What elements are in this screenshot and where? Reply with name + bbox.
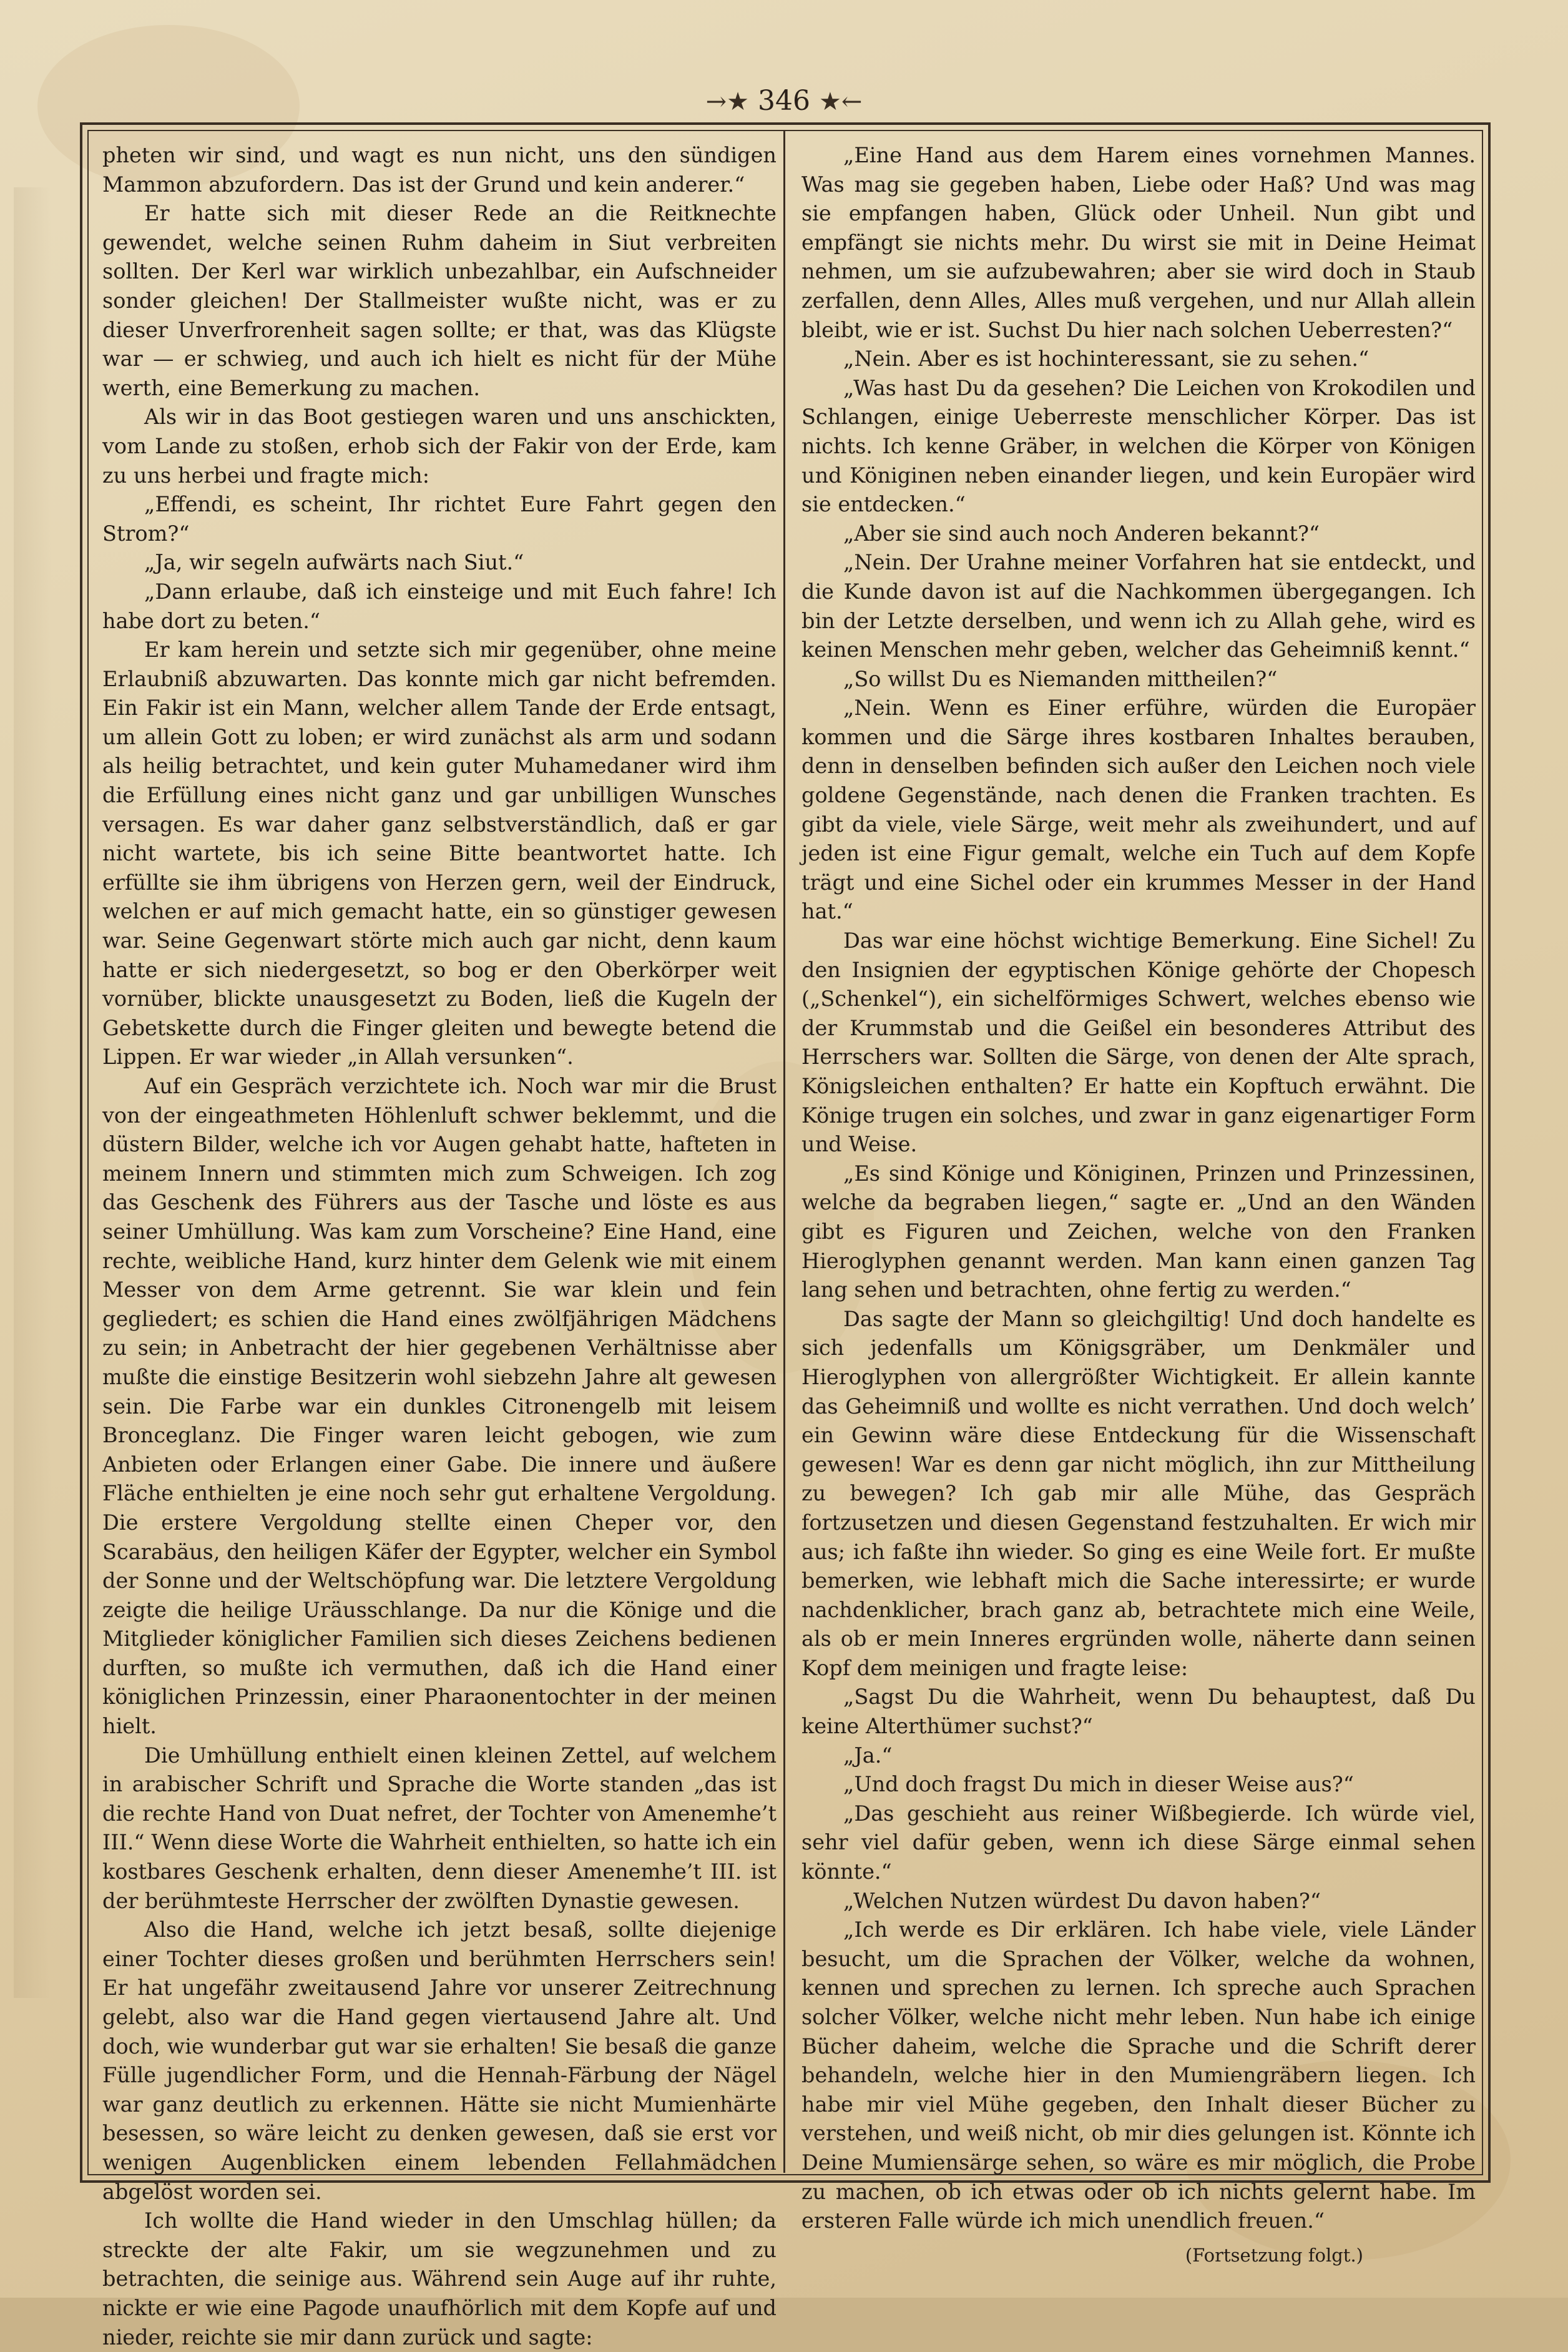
paragraph: „Nein. Aber es ist hochinteressant, sie zu sehen.“ <box>843 347 1370 371</box>
paragraph: „Effendi, es scheint, Ihr richtet Eure Fahrt gegen den Strom?“ <box>102 492 777 546</box>
paragraph: Er kam herein und setzte sich mir gegenüber, ohne meine Erlaubniß abzuwarten. Das konnte mich gar nicht befremden. Ein Fakir ist ein Mann, welcher allem Tande der Erde entsagt, um allein Gott zu loben; er wird zunächst als arm und sodann als heilig betrachtet, und kein guter Muhamedaner wird ihm die Erfüllung eines nicht ganz und gar unbilligen Wunsches versagen. Es war daher ganz selbstverständlich, daß er gar nicht wartete, bis ich seine Bitte beantwortet hatte. Ich erfüllte sie ihm übrigens von Herzen gern, weil der Eindruck, welchen er auf mich gemacht hatte, ein so günstiger gewesen war. Seine Gegenwart störte mich auch gar nicht, denn kaum hatte er sich niedergesetzt, so bog er den Oberkörper weit vornüber, blickte unausgesetzt zu Boden, ließ die Kugeln der Gebetskette durch die Finger gleiten und bewegte betend die Lippen. Er war wieder „in Allah versunken“. <box>102 637 777 1070</box>
paragraph: „Ja.“ <box>843 1743 893 1768</box>
paragraph: Als wir in das Boot gestiegen waren und uns anschickten, vom Lande zu stoßen, erhob sich der Fakir von der Erde, kam zu uns herbei und fragte mich: <box>102 405 777 488</box>
paragraph: Ich wollte die Hand wieder in den Umschlag hüllen; da streckte der alte Fakir, um sie wegzunehmen und zu betrachten, die seinige aus. Während sein Auge auf ihr ruhte, nickte er wie eine Pagode unaufhörlich mit dem Kopfe auf und nieder, reichte sie mir dann zurück und sagte: <box>102 2208 777 2350</box>
paragraph: Er hatte sich mit dieser Rede an die Reitknechte gewendet, welche seinen Ruhm daheim in Siut verbreiten sollten. Der Kerl war wirklich unbezahlbar, ein Aufschneider sonder gleichen! Der Stallmeister wußte nicht, was er zu dieser Unverfrorenheit sagen sollte; er that, was das Klügste war — er schwieg, und auch ich hielt es nicht für der Mühe werth, eine Bemerkung zu machen. <box>102 201 777 400</box>
paragraph: „So willst Du es Niemanden mittheilen?“ <box>843 666 1278 691</box>
continuation-note: (Fortsetzung folgt.) <box>1185 2244 1363 2266</box>
paragraph: Das war eine höchst wichtige Bemerkung. Eine Sichel! Zu den Insignien der egyptischen Könige gehörte der Chopesch („Schenkel“), ein sichelförmiges Schwert, welches ebenso wie der Krummstab und die Geißel ein besonderes Attribut des Herrschers war. Sollten die Särge, von denen der Alte sprach, Königsleichen enthalten? Er hatte ein Kopftuch erwähnt. Die Könige trugen ein solches, und zwar in ganz eigenartiger Form und Weise. <box>801 928 1476 1157</box>
paragraph: Das sagte der Mann so gleichgiltig! Und doch handelte es sich jedenfalls um Königsgräber, um Denkmäler und Hieroglyphen von allergrößter Wichtigkeit. Er allein kannte das Geheimniß und wollte es nicht verrathen. Und doch welch’ ein Gewinn wäre diese Entdeckung für die Wissenschaft gewesen! War es denn gar nicht möglich, ihn zur Mittheilung zu bewegen? Ich gab mir alle Mühe, das Gespräch fortzusetzen und diesen Gegenstand festzuhalten. Er wich mir aus; ich faßte ihn wieder. So ging es eine Weile fort. Er mußte bemerken, wie lebhaft mich die Sache interessirte; er wurde nachdenklicher, brach ganz ab, betrachtete mich eine Weile, als ob er mein Inneres ergründen wolle, näherte dann seinen Kopf dem meinigen und fragte leise: <box>801 1306 1476 1680</box>
paragraph: pheten wir sind, und wagt es nun nicht, uns den sündigen Mammon abzufordern. Das ist der Grund und kein anderer.“ <box>102 143 777 197</box>
paragraph: „Aber sie sind auch noch Anderen bekannt?“ <box>843 521 1320 546</box>
paragraph: „Sagst Du die Wahrheit, wenn Du behauptest, daß Du keine Alterthümer suchst?“ <box>801 1685 1476 1739</box>
paragraph: „Nein. Wenn es Einer erführe, würden die Europäer kommen und die Särge ihres kostbaren Inhaltes berauben, denn in denselben befinden sich außer den Leichen noch viele goldene Gegenstände, nach denen die Franken trachten. Es gibt da viele, viele Särge, weit mehr als zweihundert, und auf jeden ist eine Figur gemalt, welche ein Tuch auf dem Kopfe trägt und eine Sichel oder ein krummes Messer in der Hand hat.“ <box>801 696 1476 924</box>
left-column <box>102 141 777 2350</box>
paragraph: Also die Hand, welche ich jetzt besaß, sollte diejenige einer Tochter dieses großen und berühmten Herrschers sein! Er hat ungefähr zweitausend Jahre vor unserer Zeitrechnung gelebt, also war die Hand gegen viertausend Jahre alt. Und doch, wie wunderbar gut war sie erhalten! Sie besaß die ganze Fülle jugendlicher Form, und die Hennah-Färbung der Nägel war ganz deutlich zu erkennen. Hätte sie nicht Mumienhärte besessen, so wäre leicht zu denken gewesen, daß sie erst vor wenigen Augenblicken einem lebenden Fellahmädchen abgelöst worden sei. <box>102 1917 777 2204</box>
right-column <box>801 141 1476 2266</box>
paragraph: „Was hast Du da gesehen? Die Leichen von Krokodilen und Schlangen, einige Ueberreste menschlicher Körper. Das ist nichts. Ich kenne Gräber, in welchen die Körper von Königen und Königinen neben einander liegen, und kein Europäer wird sie entdecken.“ <box>801 375 1476 517</box>
paragraph: „Welchen Nutzen würdest Du davon haben?“ <box>843 1888 1321 1913</box>
paragraph: „Und doch fragst Du mich in dieser Weise aus?“ <box>843 1772 1354 1797</box>
paragraph: „Ja, wir segeln aufwärts nach Siut.“ <box>144 550 524 575</box>
paragraph: „Ich werde es Dir erklären. Ich habe viele, viele Länder besucht, um die Sprachen der Völker, welche da wohnen, kennen und sprechen zu lernen. Ich spreche auch Sprachen solcher Völker, welche nicht mehr leben. Nun habe ich einige Bücher daheim, welche die Sprache und die Schrift derer behandeln, welche hier in den Mumiengräbern liegen. Ich habe mir viel Mühe gegeben, den Inhalt dieser Bücher zu verstehen, und weiß nicht, ob mir dies gelungen ist. Könnte ich Deine Mumiensärge sehen, so wäre es mir möglich, die Probe zu machen, ob ich etwas oder ob ich nichts gelernt habe. Im ersteren Falle würde ich mich unendlich freuen.“ <box>801 1917 1476 2233</box>
paragraph: „Dann erlaube, daß ich einsteige und mit Euch fahre! Ich habe dort zu beten.“ <box>102 579 777 633</box>
paragraph: „Nein. Der Urahne meiner Vorfahren hat sie entdeckt, und die Kunde davon ist auf die Nachkommen übergegangen. Ich bin der Letzte derselben, und wenn ich zu Allah gehe, wird es keinen Menschen mehr geben, welcher das Geheimniß kennt.“ <box>801 550 1476 662</box>
paragraph: „Es sind Könige und Königinen, Prinzen und Prinzessinen, welche da begraben liegen,“ sagte er. „Und an den Wänden gibt es Figuren und Zeichen, welche von den Franken Hieroglyphen genannt werden. Man kann einen ganzen Tag lang sehen und betrachten, ohne fertig zu werden.“ <box>801 1161 1476 1302</box>
ornament-right-icon: ★← <box>818 87 863 116</box>
paragraph: Auf ein Gespräch verzichtete ich. Noch war mir die Brust von der eingeathmeten Höhlenluft schwer beklemmt, und die düstern Bilder, welche ich vor Augen gehabt hatte, hafteten in meinem Innern und stimmten mich zum Schweigen. Ich zog das Geschenk des Führers aus der Tasche und löste es aus seiner Umhüllung. Was kam zum Vorscheine? Eine Hand, eine rechte, weibliche Hand, kurz hinter dem Gelenk wie mit einem Messer von dem Arme getrennt. Sie war klein und fein gegliedert; es schien die Hand eines zwölfjährigen Mädchens zu sein; in Anbetracht der hier gegebenen Verhältnisse aber mußte die einstige Besitzerin wohl siebzehn Jahre alt gewesen sein. Die Farbe war ein dunkles Citronengelb mit leisem Bronceglanz. Die Finger waren leicht gebogen, wie zum Anbieten oder Erlangen einer Gabe. Die innere und äußere Fläche enthielten je eine noch sehr gut erhaltene Vergoldung. Die erstere Vergoldung stellte einen Cheper vor, den Scarabäus, den heiligen Käfer der Egypter, welcher ein Symbol der Sonne und der Weltschöpfung war. Die letztere Vergoldung zeigte die heilige Uräusschlange. Da nur die Könige und die Mitglieder königlicher Familien sich dieses Zeichens bedienen durften, so mußte ich vermuthen, daß ich die Hand einer königlichen Prinzessin, einer Pharaonentochter in der meinen hielt. <box>102 1074 777 1739</box>
margin-bleed <box>14 187 51 1998</box>
paragraph: „Das geschieht aus reiner Wißbegierde. Ich würde viel, sehr viel dafür geben, wenn ich diese Särge einmal sehen könnte.“ <box>801 1801 1476 1884</box>
page-header <box>0 79 1568 124</box>
column-divider <box>783 131 785 2173</box>
paragraph: „Eine Hand aus dem Harem eines vornehmen Mannes. Was mag sie gegeben haben, Liebe oder Haß? Und was mag sie empfangen haben, Glück oder Unheil. Nun gibt und empfängt sie nichts mehr. Du wirst sie mit in Deine Heimat nehmen, um sie aufzubewahren; aber sie wird doch in Staub zerfallen, denn Alles, Alles muß vergehen, und nur Allah allein bleibt, wie er ist. Suchst Du hier nach solchen Ueberresten?“ <box>801 143 1476 342</box>
ornament-left-icon: →★ <box>705 87 749 116</box>
page-number: 346 <box>758 85 810 117</box>
paragraph: Die Umhüllung enthielt einen kleinen Zettel, auf welchem in arabischer Schrift und Sprache die Worte standen „das ist die rechte Hand von Duat nefret, der Tochter von Amenemhe’t III.“ Wenn diese Worte die Wahrheit enthielten, so hatte ich ein kostbares Geschenk erhalten, denn dieser Amenemhe’t III. ist der berühmteste Herrscher der zwölften Dynastie gewesen. <box>102 1743 777 1913</box>
